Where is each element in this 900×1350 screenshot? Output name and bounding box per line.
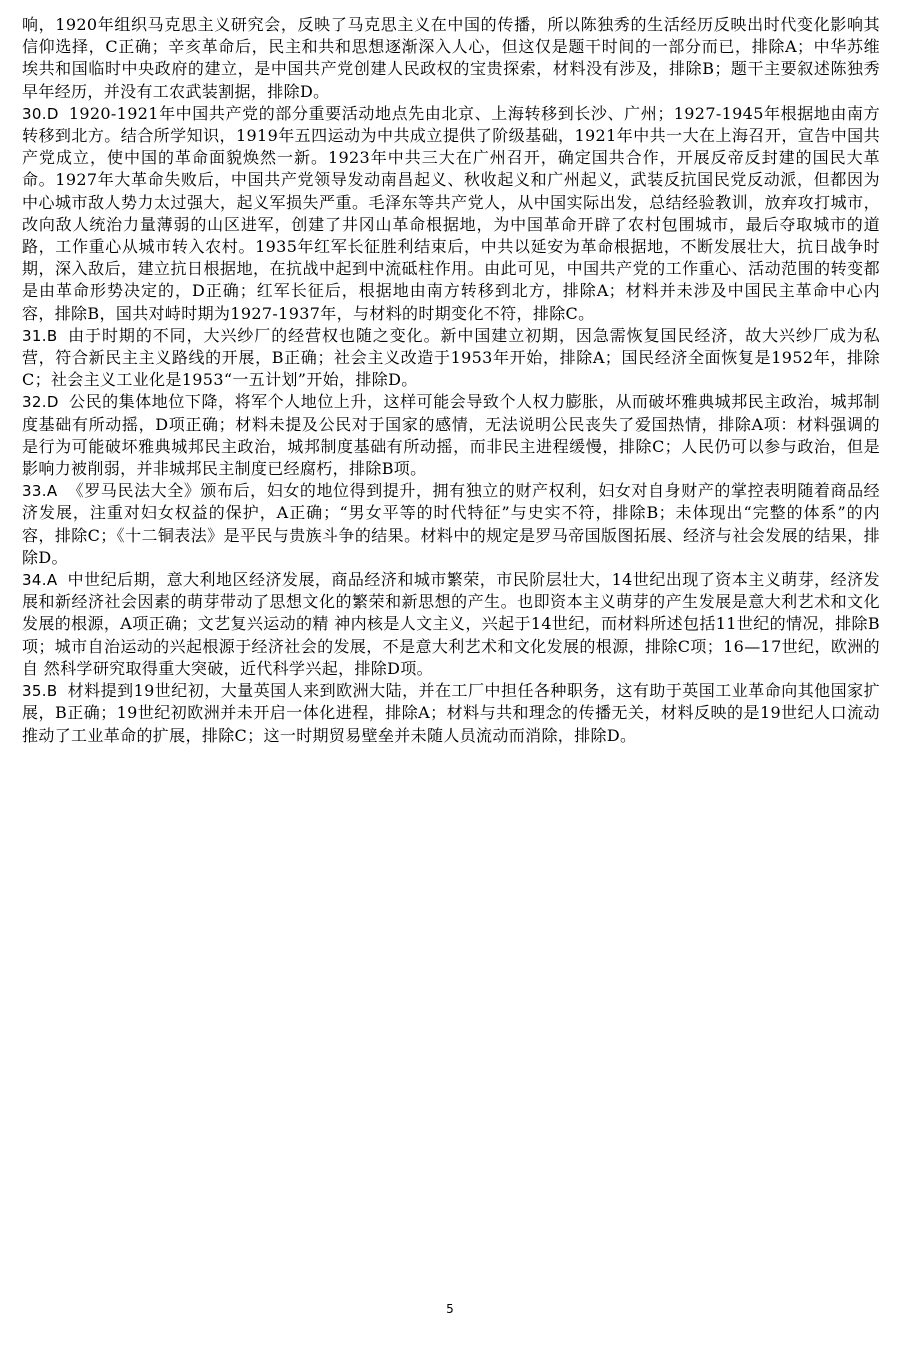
paragraph-continuation bbox=[22, 14, 880, 103]
page-number: 5 bbox=[446, 1302, 454, 1316]
answer-30 bbox=[22, 103, 880, 325]
answer-35 bbox=[22, 680, 880, 747]
answer-text: 材料提到19世纪初，大量英国人来到欧洲大陆，并在工厂中担任各种职务，这有助于英国工业革命向其他国家扩展，B正确；19世纪初欧洲并未开启一体化进程，排除A；材料与共和理念的传播无关，材料反映的是19世纪人口流动推动了工业革命的扩展，排除C；这一时期贸易壁垒并未随人员流动而消除，排除D。 bbox=[22, 681, 880, 745]
answer-label: 31.B bbox=[22, 326, 58, 345]
answer-explanations bbox=[22, 14, 880, 747]
answer-label: 32.D bbox=[22, 393, 59, 412]
answer-text: 中世纪后期，意大利地区经济发展，商品经济和城市繁荣，市民阶层壮大，14世纪出现了资本主义萌芽，经济发展和新经济社会因素的萌芽带动了思想文化的繁荣和新思想的产生。也即资本主义萌芽的产生发展是意大利艺术和文化发展的根源，A项正确；文艺复兴运动的精 神内核是人文主义，兴起于14世纪，而材料所述包括11世纪的情况，排除B项；城市自治运动的兴起根源于经济社会的发展，不是意大利艺术和文化发展的根源，排除C项；16—17世纪，欧洲的自 然科学研究取得重大突破，近代科学兴起，排除D项。 bbox=[22, 570, 880, 678]
answer-label: 35.B bbox=[22, 682, 58, 701]
answer-text: 公民的集体地位下降，将军个人地位上升，这样可能会导致个人权力膨胀，从而破坏雅典城邦民主政治，城邦制度基础有所动摇，D项正确；材料未提及公民对于国家的感情，无法说明公民丧失了爱国热情，排除A项：材料强调的是行为可能破坏雅典城邦民主政治，城邦制度基础有所动摇，而非民主进程缓慢，排除C；人民仍可以参与政治，但是影响力被削弱，并非城邦民主制度已经腐朽，排除B项。 bbox=[22, 392, 880, 479]
answer-label: 34.A bbox=[22, 571, 58, 590]
answer-text: 由于时期的不同，大兴纱厂的经营权也随之变化。新中国建立初期，因急需恢复国民经济，故大兴纱厂成为私营，符合新民主主义路线的开展，B正确；社会主义改造于1953年开始，排除A；国民经济全面恢复是1952年，排除C；社会主义工业化是1953“一五计划”开始，排除D。 bbox=[22, 325, 880, 390]
answer-32 bbox=[22, 391, 880, 480]
answer-label: 33.A bbox=[22, 482, 58, 501]
answer-31 bbox=[22, 325, 880, 392]
answer-33 bbox=[22, 480, 880, 569]
answer-text: 1920-1921年中国共产党的部分重要活动地点先由北京、上海转移到长沙、广州；1927-1945年根据地由南方转移到北方。结合所学知识，1919年五四运动为中共成立提供了阶级基础，1921年中共一大在上海召开，宣告中国共产党成立，使中国的革命面貌焕然一新。1923年中共三大在广州召开，确定国共合作，开展反帝反封建的国民大革命。1927年大革命失败后，中国共产党领导发动南昌起义、秋收起义和广州起义，武装反抗国民党反动派，但都因为中心城市敌人势力太过强大，起义军损失严重。毛泽东等共产党人，从中国实际出发，总结经验教训，放弃攻打城市，改向敌人统治力量薄弱的山区进军，创建了井冈山革命根据地，为中国革命开辟了农村包围城市，最后夺取城市的道路，工作重心从城市转入农村。1935年红军长征胜利结束后，中共以延安为革命根据地，不断发展壮大，抗日战争时期，深入敌后，建立抗日根据地，在抗战中起到中流砥柱作用。由此可见，中国共产党的工作重心、活动范围的转变都是由革命形势决定的，D正确；红军长征后，根据地由南方转移到北方，排除A；材料并未涉及中国民主革命中心内容，排除B，国共对峙时期为1927-1937年，与材料的时期变化不符，排除C。 bbox=[22, 103, 880, 323]
answer-text: 《罗马民法大全》颁布后，妇女的地位得到提升，拥有独立的财产权利，妇女对自身财产的掌控表明随着商品经济发展，注重对妇女权益的保护，A正确；“男女平等的时代特征”与史实不符，排除B；未体现出“完整的体系”的内容，排除C；《十二铜表法》是平民与贵族斗争的结果。材料中的规定是罗马帝国版图拓展、经济与社会发展的结果，排除D。 bbox=[22, 481, 880, 567]
answer-34 bbox=[22, 569, 880, 680]
answer-label: 30.D bbox=[22, 104, 59, 123]
paragraph-text: 响，1920年组织马克思主义研究会，反映了马克思主义在中国的传播，所以陈独秀的生活经历反映出时代变化影响其信仰选择，C正确；辛亥革命后，民主和共和思想逐渐深入人心，但这仅是题干时间的一部分而已，排除A；中华苏维埃共和国临时中央政府的建立，是中国共产党创建人民政权的宝贵探索，材料没有涉及，排除B；题干主要叙述陈独秀早年经历，并没有工农武装割据，排除D。 bbox=[22, 15, 880, 101]
